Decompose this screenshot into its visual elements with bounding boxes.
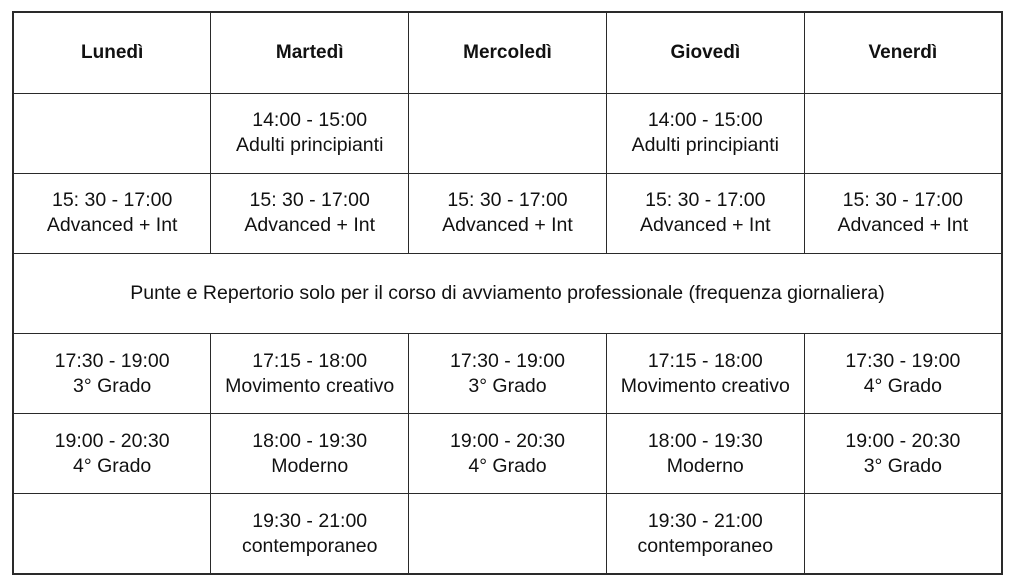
slot-time: 19:30 - 21:00	[647, 509, 763, 532]
schedule-cell	[606, 93, 804, 173]
slot-time: 15: 30 - 17:00	[447, 189, 568, 212]
schedule-table	[12, 11, 1003, 575]
slot-class: 3° Grado	[863, 454, 942, 477]
schedule-cell	[211, 334, 409, 414]
schedule-cell	[804, 173, 1002, 253]
schedule-cell	[804, 334, 1002, 414]
schedule-cell	[13, 93, 211, 173]
slot-time: 19:00 - 20:30	[450, 429, 565, 452]
slot-class: Advanced + Int	[639, 214, 771, 237]
slot-class: Advanced + Int	[837, 214, 969, 237]
slot-time: 19:00 - 20:30	[845, 429, 961, 452]
slot-class: Adulti principianti	[631, 134, 779, 157]
schedule-cell	[409, 334, 607, 414]
slot-time: 17:30 - 19:00	[54, 349, 170, 372]
slot-class: Advanced + Int	[46, 214, 178, 237]
schedule-cell	[211, 494, 409, 574]
slot-time: 14:00 - 15:00	[252, 109, 368, 132]
schedule-cell	[804, 494, 1002, 574]
slot-time: 14:00 - 15:00	[647, 109, 763, 132]
slot-time: 18:00 - 19:30	[252, 429, 368, 452]
schedule-cell	[606, 414, 804, 494]
day-header-friday: Venerdì	[804, 12, 1002, 93]
slot-class: Advanced + Int	[442, 214, 573, 237]
slot-time: 15: 30 - 17:00	[51, 189, 173, 212]
schedule-cell	[211, 173, 409, 253]
schedule-cell	[409, 173, 607, 253]
slot-class: 4° Grado	[863, 374, 942, 397]
header-row	[13, 12, 1002, 93]
day-header-wednesday: Mercoledì	[409, 12, 607, 93]
slot-class: 4° Grado	[468, 454, 547, 477]
schedule-cell	[13, 494, 211, 574]
schedule-cell	[13, 173, 211, 253]
slot-class: Movimento creativo	[225, 374, 395, 397]
schedule-cell	[804, 93, 1002, 173]
schedule-cell	[606, 334, 804, 414]
slot-time: 17:15 - 18:00	[647, 349, 763, 372]
table-row	[13, 494, 1002, 574]
slot-time: 15: 30 - 17:00	[645, 189, 766, 212]
schedule-cell	[13, 334, 211, 414]
slot-time: 17:15 - 18:00	[252, 349, 368, 372]
slot-class: 3° Grado	[73, 374, 152, 397]
table-row	[13, 93, 1002, 173]
schedule-cell	[409, 414, 607, 494]
schedule-cell	[211, 93, 409, 173]
slot-time: 18:00 - 19:30	[647, 429, 763, 452]
slot-class: 3° Grado	[468, 374, 547, 397]
schedule-cell	[211, 414, 409, 494]
schedule-cell	[409, 494, 607, 574]
day-header-monday: Lunedì	[13, 12, 211, 93]
slot-class: Moderno	[271, 454, 349, 477]
note-cell: Punte e Repertorio solo per il corso di avviamento professionale (frequenza giornaliera)	[13, 253, 1002, 333]
slot-time: 15: 30 - 17:00	[842, 189, 964, 212]
schedule-cell	[409, 93, 607, 173]
slot-class: Adulti principianti	[235, 134, 384, 157]
slot-class: contemporaneo	[241, 534, 378, 557]
slot-time: 17:30 - 19:00	[450, 349, 565, 372]
slot-time: 15: 30 - 17:00	[249, 189, 370, 212]
slot-class: Movimento creativo	[620, 374, 790, 397]
slot-time: 17:30 - 19:00	[845, 349, 961, 372]
day-header-thursday: Giovedì	[606, 12, 804, 93]
slot-class: contemporaneo	[637, 534, 774, 557]
note-row	[13, 253, 1002, 333]
schedule-cell	[13, 414, 211, 494]
schedule-cell	[804, 414, 1002, 494]
slot-class: Advanced + Int	[244, 214, 376, 237]
table-row	[13, 334, 1002, 414]
schedule-cell	[606, 494, 804, 574]
day-header-tuesday: Martedì	[211, 12, 409, 93]
table-row	[13, 173, 1002, 253]
slot-time: 19:30 - 21:00	[252, 509, 368, 532]
slot-class: 4° Grado	[73, 454, 152, 477]
slot-class: Moderno	[666, 454, 744, 477]
table-row	[13, 414, 1002, 494]
schedule-cell	[606, 173, 804, 253]
slot-time: 19:00 - 20:30	[54, 429, 170, 452]
